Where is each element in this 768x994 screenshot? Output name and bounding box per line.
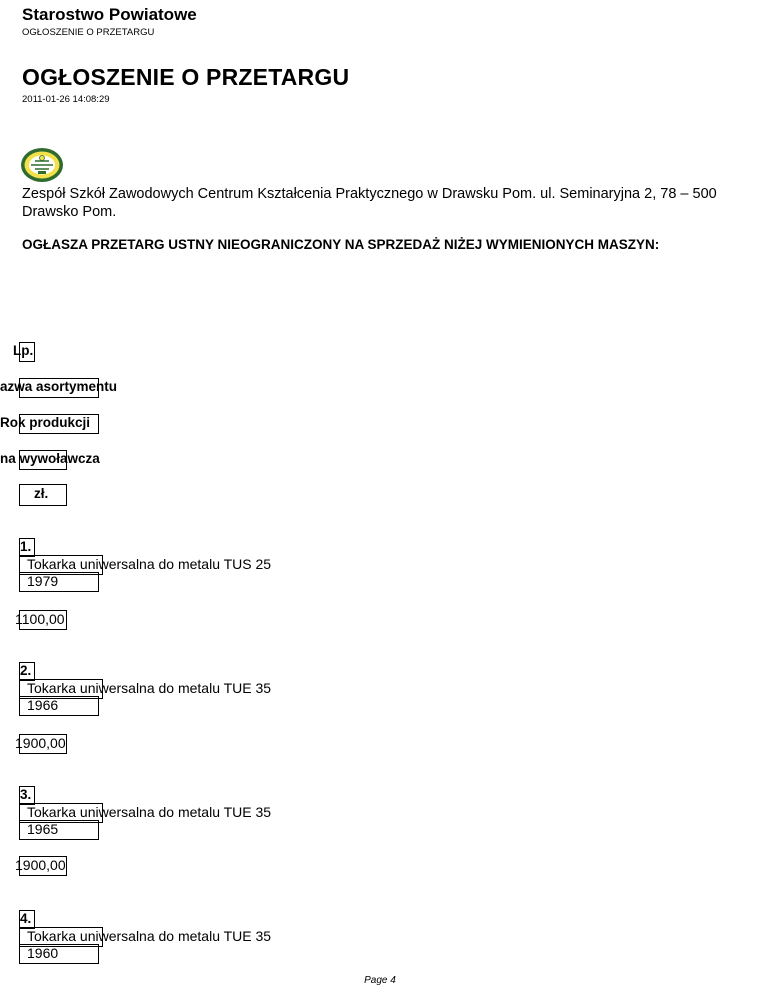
row-production-year: 1979	[27, 573, 59, 589]
row-starting-price: 1900,00	[15, 735, 66, 751]
row-lp: 2.	[20, 663, 32, 678]
row-lp: 4.	[20, 911, 32, 926]
cell-border	[19, 342, 35, 362]
cell-border	[19, 414, 99, 434]
cell-border	[19, 820, 99, 840]
row-production-year: 1966	[27, 697, 59, 713]
auction-announcement: OGŁASZA PRZETARG USTNY NIEOGRANICZONY NA SPRZEDAŻ NIŻEJ WYMIENIONYCH MASZYN:	[22, 237, 660, 252]
header-currency: zł.	[34, 486, 49, 501]
header-lp: Lp.	[13, 343, 34, 358]
cell-border	[19, 484, 67, 506]
row-production-year: 1965	[27, 821, 59, 837]
page-number: Page 4	[364, 975, 396, 986]
cell-border	[19, 378, 99, 398]
office-name: Starostwo Powiatowe	[22, 5, 197, 24]
cell-border	[19, 944, 99, 964]
row-lp: 1.	[20, 539, 32, 554]
page-title: OGŁOSZENIE O PRZETARGU	[22, 64, 350, 90]
cell-border	[19, 856, 67, 876]
row-starting-price: 1900,00	[15, 857, 66, 873]
office-subtitle: OGŁOSZENIE O PRZETARGU	[22, 27, 155, 38]
row-production-year: 1960	[27, 945, 59, 961]
school-seal-logo	[20, 147, 64, 183]
row-item-name: Tokarka uniwersalna do metalu TUE 35	[27, 804, 272, 820]
cell-border	[19, 734, 67, 754]
cell-border	[19, 696, 99, 716]
cell-border	[19, 572, 99, 592]
institution-address: Zespół Szkół Zawodowych Centrum Kształcenia Praktycznego w Drawsku Pom. ul. Seminaryjna 2, 78 – 500 Drawsko Pom.	[22, 186, 717, 220]
cell-border	[19, 610, 67, 630]
row-starting-price: 1100,00	[15, 611, 65, 627]
row-lp: 3.	[20, 787, 32, 802]
row-item-name: Tokarka uniwersalna do metalu TUE 35	[27, 928, 272, 944]
header-production-year: Rok produkcji	[0, 415, 91, 430]
cell-border	[19, 450, 67, 470]
header-starting-price: na wywoławcza	[0, 451, 100, 466]
header-item-name: azwa asortymentu	[0, 379, 118, 394]
row-item-name: Tokarka uniwersalna do metalu TUS 25	[27, 556, 272, 572]
row-item-name: Tokarka uniwersalna do metalu TUE 35	[27, 680, 272, 696]
publish-timestamp: 2011-01-26 14:08:29	[22, 94, 110, 105]
